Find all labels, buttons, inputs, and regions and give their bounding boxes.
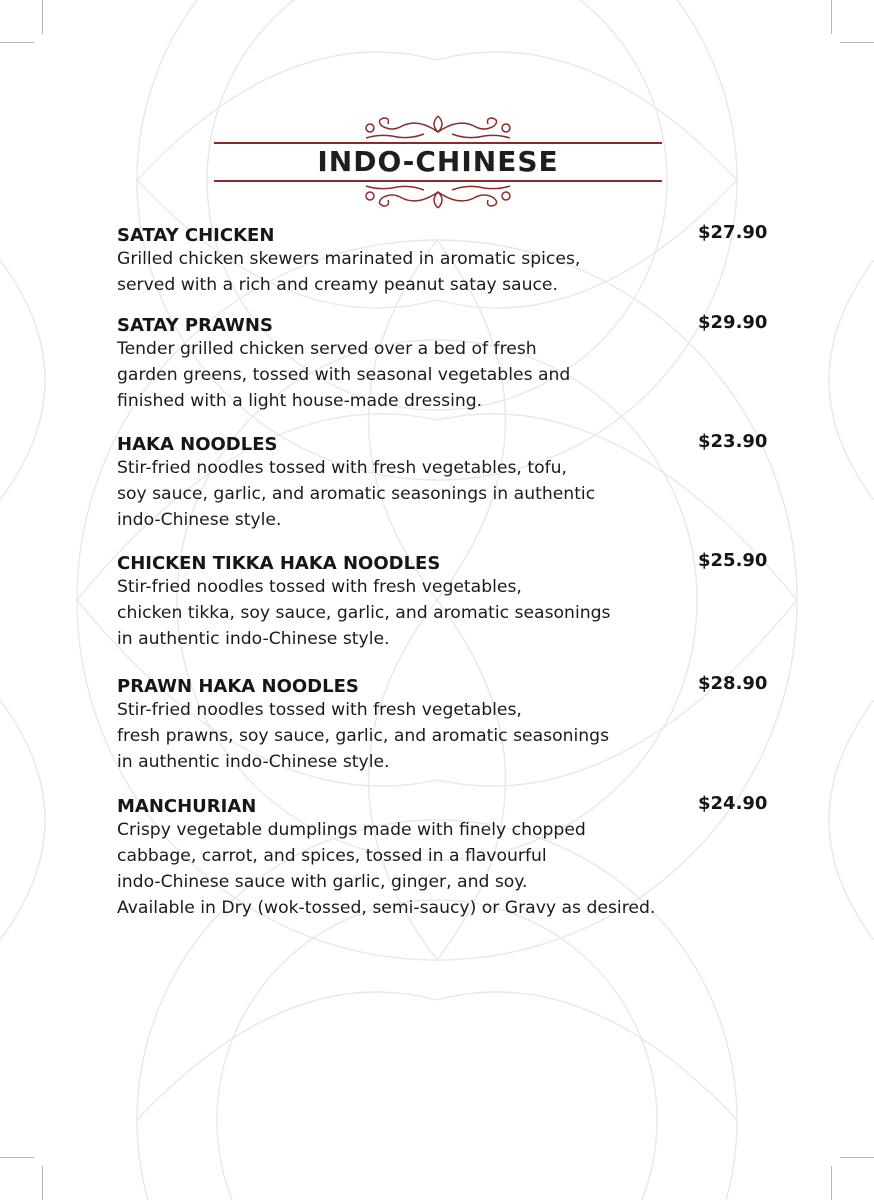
item-name: PRAWN HAKA NOODLES [117,676,359,697]
crop-mark [0,1157,34,1158]
crop-mark [42,0,43,34]
description-line: indo-Chinese style. [117,510,282,530]
item-name: SATAY PRAWNS [117,315,273,336]
description-line: in authentic indo-Chinese style. [117,629,390,649]
item-price: $24.90 [698,793,768,814]
item-name: CHICKEN TIKKA HAKA NOODLES [117,553,441,574]
crop-mark [42,1166,43,1200]
menu-item [117,793,777,926]
ornament-bottom-icon [358,182,518,212]
item-description [117,336,570,414]
description-line: garden greens, tossed with seasonal vegetables and [117,365,571,385]
item-description [117,455,595,533]
item-price: $28.90 [698,673,768,694]
item-name: SATAY CHICKEN [117,225,275,246]
crop-mark [831,1166,832,1200]
menu-item [117,673,777,776]
description-line: Crispy vegetable dumplings made with finely chopped [117,820,586,840]
item-description [117,574,611,652]
item-description [117,246,580,298]
description-line: Grilled chicken skewers marinated in aromatic spices, [117,249,581,269]
item-price: $23.90 [698,431,768,452]
description-line: Stir-fried noodles tossed with fresh vegetables, [117,700,522,720]
section-title: INDO-CHINESE [317,145,559,178]
header-rule-top [214,142,662,144]
description-line: chicken tikka, soy sauce, garlic, and aromatic seasonings [117,603,611,623]
menu-item [117,431,777,534]
description-line: fresh prawns, soy sauce, garlic, and aromatic seasonings [117,726,610,746]
crop-mark [840,42,874,43]
description-line: indo-Chinese sauce with garlic, ginger, and soy. [117,872,528,892]
description-line: Stir-fried noodles tossed with fresh vegetables, tofu, [117,458,568,478]
item-price: $27.90 [698,222,768,243]
description-line: finished with a light house-made dressing. [117,391,483,411]
description-line: Tender grilled chicken served over a bed of fresh [117,339,537,359]
description-line: soy sauce, garlic, and aromatic seasonings in authentic [117,484,596,504]
item-price: $29.90 [698,312,768,333]
description-line: in authentic indo-Chinese style. [117,752,390,772]
description-line: served with a rich and creamy peanut satay sauce. [117,275,558,295]
description-line: Stir-fried noodles tossed with fresh vegetables, [117,577,522,597]
description-line: Available in Dry (wok-tossed, semi-saucy) or Gravy as desired. [117,898,656,918]
menu-item [117,222,777,299]
item-description [117,697,609,775]
menu-item [117,550,777,653]
ornament-top-icon [358,112,518,142]
item-description [117,817,655,921]
crop-mark [831,0,832,34]
item-name: MANCHURIAN [117,796,257,817]
menu-item [117,312,777,415]
crop-mark [840,1157,874,1158]
item-price: $25.90 [698,550,768,571]
description-line: cabbage, carrot, and spices, tossed in a flavourful [117,846,547,866]
crop-mark [0,42,34,43]
item-name: HAKA NOODLES [117,434,278,455]
section-header [214,112,662,216]
